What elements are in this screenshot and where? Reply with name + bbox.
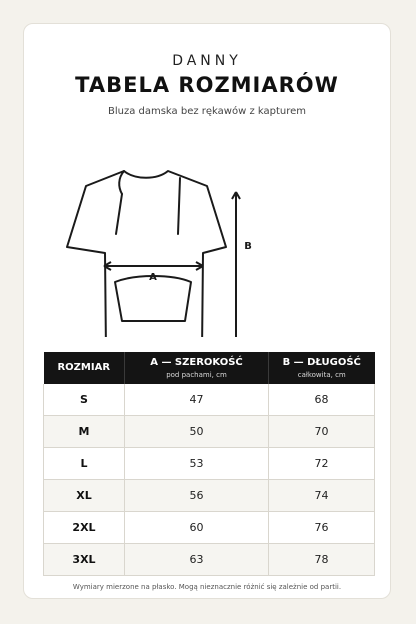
- width-cell: 63: [125, 544, 269, 576]
- width-cell: 50: [125, 416, 269, 448]
- garment-neckline: [119, 171, 124, 194]
- table-row: [44, 384, 375, 416]
- column-header-length: B — DŁUGOŚĆ całkowita, cm: [269, 352, 375, 384]
- garment-diagram: [60, 142, 260, 337]
- length-cell: 76: [269, 512, 375, 544]
- product-subtitle: Bluza damska bez rękawów z kapturem: [107, 106, 307, 117]
- garment-outline: [67, 171, 226, 337]
- table-row: [44, 416, 375, 448]
- size-cell: 2XL: [44, 512, 125, 544]
- measurement-footnote: Wymiary mierzone na płasko. Mogą nieznacznie różnić się zależnie od partii.: [72, 583, 342, 591]
- measurement-a: [104, 262, 203, 270]
- size-cell: XL: [44, 480, 125, 512]
- table-row: [44, 448, 375, 480]
- length-cell: 74: [269, 480, 375, 512]
- size-cell: S: [44, 384, 125, 416]
- width-cell: 56: [125, 480, 269, 512]
- size-table: [43, 352, 375, 576]
- hood-line-right: [178, 178, 180, 234]
- column-header-width: A — SZEROKOŚĆ pod pachami, cm: [125, 352, 269, 384]
- length-cell: 78: [269, 544, 375, 576]
- length-cell: 68: [269, 384, 375, 416]
- table-header-row: [44, 352, 375, 384]
- table-row: [44, 544, 375, 576]
- size-cell: M: [44, 416, 125, 448]
- table-row: [44, 480, 375, 512]
- length-cell: 70: [269, 416, 375, 448]
- page-title: TABELA ROZMIARÓW: [75, 73, 339, 97]
- length-cell: 72: [269, 448, 375, 480]
- measurement-b-label: B: [244, 241, 252, 252]
- table-row: [44, 512, 375, 544]
- width-cell: 47: [125, 384, 269, 416]
- hood-line-left: [116, 194, 122, 234]
- column-header-size: ROZMIAR: [44, 352, 125, 384]
- size-chart-card: [23, 23, 391, 599]
- width-cell: 60: [125, 512, 269, 544]
- measurement-a-label: A: [149, 272, 157, 283]
- brand-name: DANNY: [172, 53, 242, 69]
- size-cell: 3XL: [44, 544, 125, 576]
- width-cell: 53: [125, 448, 269, 480]
- size-cell: L: [44, 448, 125, 480]
- measurement-b: [232, 192, 240, 337]
